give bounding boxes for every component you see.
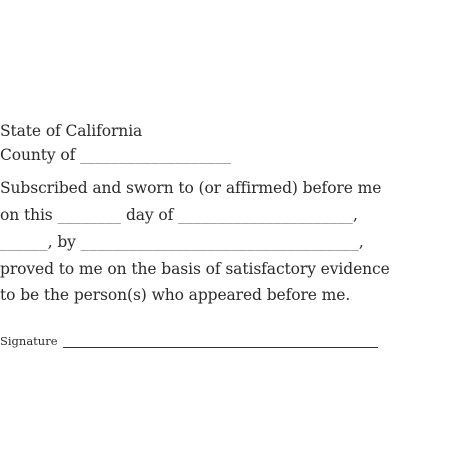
by-line [0, 233, 364, 251]
day-of-text: day of [125, 206, 174, 224]
sworn-line [0, 179, 381, 197]
county-line [0, 146, 231, 164]
state-line [0, 122, 142, 140]
month-blank: ______________________ [178, 206, 353, 224]
county-blank: ___________________ [80, 146, 232, 164]
proved-line [0, 260, 390, 278]
appeared-line [0, 286, 350, 304]
name-blank: ___________________________________ [80, 233, 359, 251]
date-comma: , [353, 206, 358, 224]
day-blank: ________ [57, 206, 122, 224]
appeared-text: to be the person(s) who appeared before me. [0, 286, 351, 304]
signature-line [63, 347, 378, 348]
on-this-text: on this [0, 206, 53, 224]
state-text: State of California [0, 122, 143, 140]
county-label: County of [0, 146, 76, 164]
name-comma: , [358, 233, 364, 251]
date-line [0, 206, 358, 224]
sworn-text: Subscribed and sworn to (or affirmed) before me [0, 179, 382, 197]
signature-label: Signature [0, 334, 58, 348]
proved-text: proved to me on the basis of satisfactory evidence [0, 260, 390, 278]
year-blank: ______ [0, 233, 48, 251]
by-text: , by [47, 233, 76, 251]
